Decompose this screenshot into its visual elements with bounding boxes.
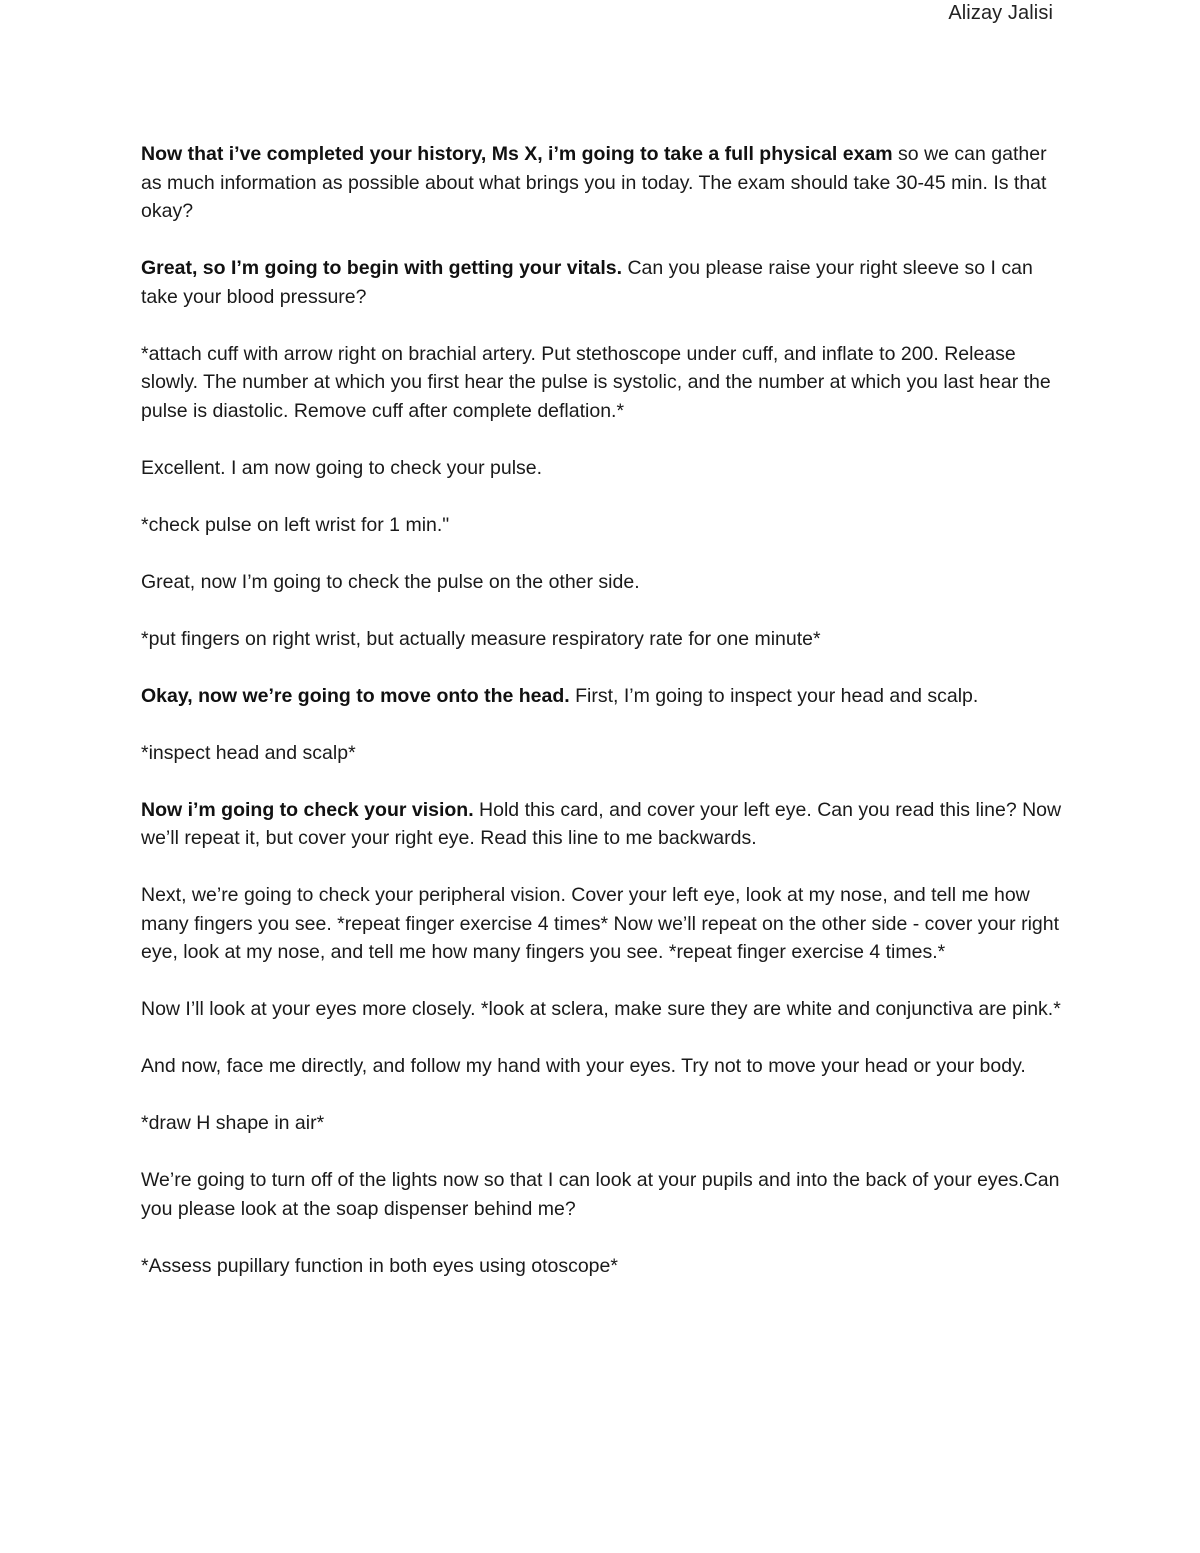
paragraph-eyes-closely bbox=[141, 995, 1066, 1024]
paragraph-h-shape-text: *draw H shape in air* bbox=[141, 1112, 325, 1134]
paragraph-intro bbox=[141, 140, 1066, 226]
paragraph-pulse-note bbox=[141, 511, 1066, 540]
paragraph-blood-pressure-note bbox=[141, 340, 1066, 426]
paragraph-lights-off-text: We’re going to turn off of the lights now so that I can look at your pupils and into the back of your eyes.Can you please look at the soap dispenser behind me? bbox=[141, 1169, 1060, 1220]
paragraph-inspect-note bbox=[141, 739, 1066, 768]
paragraph-respiratory-text: *put fingers on right wrist, but actually measure respiratory rate for one minute* bbox=[141, 627, 821, 650]
paragraph-lights-off bbox=[141, 1166, 1066, 1223]
paragraph-head-bold: Okay, now we’re going to move onto the head. bbox=[141, 684, 570, 707]
paragraph-vitals bbox=[141, 254, 1066, 311]
document-body bbox=[141, 140, 1066, 1309]
author-name: Alizay Jalisi bbox=[948, 2, 1053, 24]
paragraph-peripheral-text: Next, we’re going to check your peripheral vision. Cover your left eye, look at my nose, and tell me how many fingers you see. *repeat finger exercise 4 times* Now we’ll repeat on the other side - cover your right eye, look at my nose, and tell me how many fingers you see. *repeat finger exercise 4 times.* bbox=[141, 884, 1060, 963]
paragraph-intro-text: so we can gather as much information as possible about what brings you in today. The exam should take 30-45 min. Is that okay? bbox=[141, 143, 1047, 222]
paragraph-pupillary-note bbox=[141, 1252, 1066, 1281]
paragraph-eyes-closely-text: Now I’ll look at your eyes more closely. *look at sclera, make sure they are white and conjunctiva are pink.* bbox=[141, 998, 1061, 1020]
paragraph-follow-hand-text: And now, face me directly, and follow my hand with your eyes. Try not to move your head or your body. bbox=[141, 1055, 1026, 1077]
paragraph-other-side-text: Great, now I’m going to check the pulse on the other side. bbox=[141, 570, 640, 593]
paragraph-blood-pressure-text: *attach cuff with arrow right on brachial artery. Put stethoscope under cuff, and inflate to 200. Release slowly. The number at which you first hear the pulse is systolic, and the number at which you last hear the pulse is diastolic. Remove cuff after complete deflation.* bbox=[141, 342, 1051, 422]
paragraph-pupillary-text: *Assess pupillary function in both eyes using otoscope* bbox=[141, 1254, 618, 1277]
paragraph-follow-hand bbox=[141, 1052, 1066, 1081]
paragraph-pulse bbox=[141, 454, 1066, 483]
paragraph-other-side bbox=[141, 568, 1066, 597]
paragraph-h-shape-note bbox=[141, 1109, 1066, 1138]
paragraph-inspect-text: *inspect head and scalp* bbox=[141, 741, 356, 764]
paragraph-pulse-note-text: *check pulse on left wrist for 1 min." bbox=[141, 513, 450, 536]
paragraph-vitals-bold: Great, so I’m going to begin with getting your vitals. bbox=[141, 257, 623, 279]
paragraph-pulse-text: Excellent. I am now going to check your pulse. bbox=[141, 456, 543, 479]
paragraph-head bbox=[141, 682, 1066, 711]
paragraph-vision-text: Hold this card, and cover your left eye. Can you read this line? Now we’ll repeat it, but cover your right eye. Read this line to me backwards. bbox=[141, 798, 1062, 849]
paragraph-intro-bold: Now that i’ve completed your history, Ms X, i’m going to take a full physical exam bbox=[141, 143, 893, 165]
paragraph-vitals-text: Can you please raise your right sleeve so I can take your blood pressure? bbox=[141, 257, 1033, 308]
paragraph-vision-bold: Now i’m going to check your vision. bbox=[141, 798, 474, 821]
paragraph-respiratory-note bbox=[141, 625, 1066, 654]
paragraph-vision bbox=[141, 796, 1066, 853]
paragraph-peripheral-vision bbox=[141, 881, 1066, 967]
paragraph-head-text: First, I’m going to inspect your head and scalp. bbox=[569, 684, 979, 707]
